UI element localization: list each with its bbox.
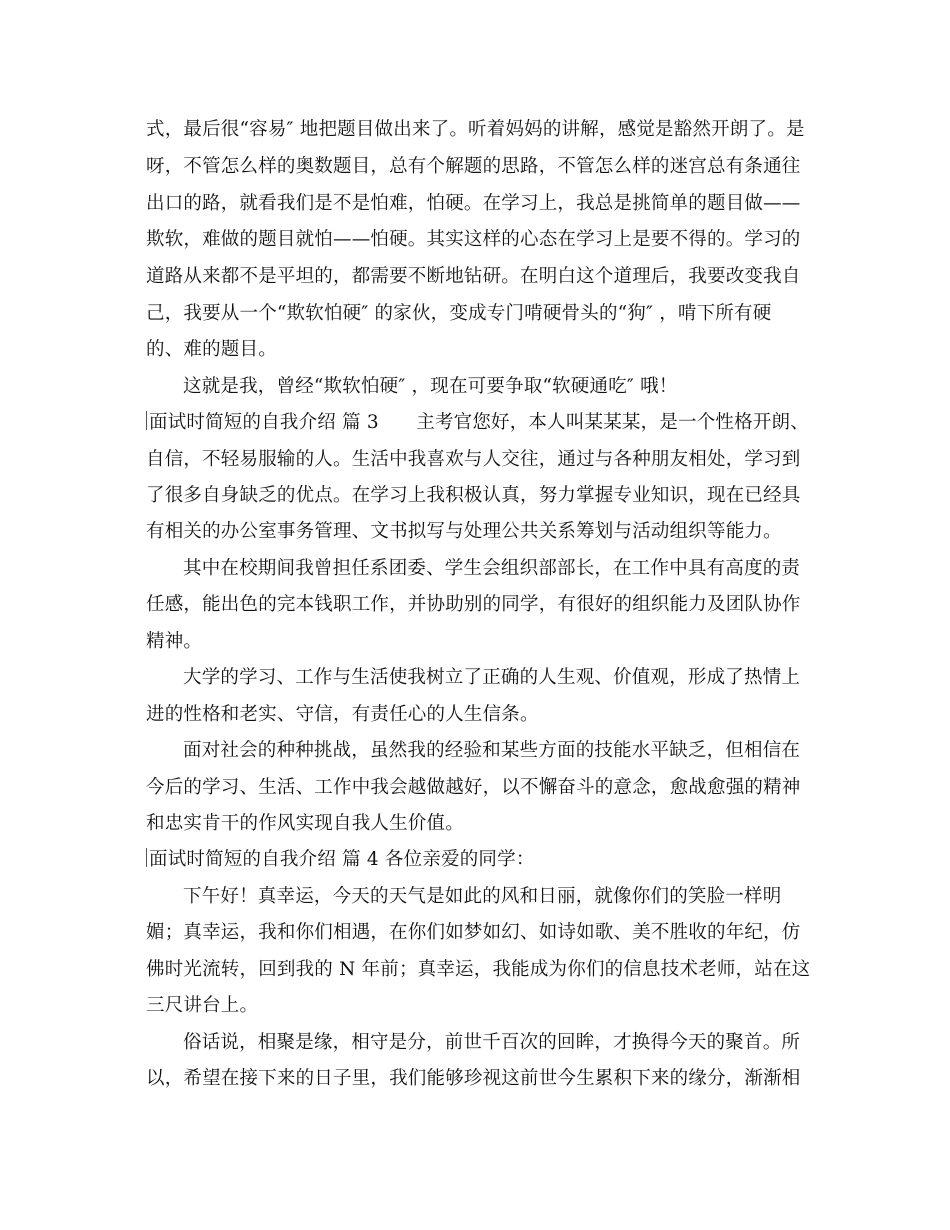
text-line: 这就是我，曾经“欺软怕硬″ ，现在可要争取“软硬通吃″ 哦！ [183, 376, 678, 397]
text-line: 道路从来都不是平坦的，都需要不断地钻研。在明白这个道理后，我要改变我自 [146, 266, 801, 287]
text-line: 面试时简短的自我介绍 篇 3 主考官您好，本人叫某某某，是一个性格开朗、 [149, 412, 809, 433]
text-line: 式，最后很“容易″ 地把题目做出来了。听着妈妈的讲解，感觉是豁然开朗了。是 [146, 119, 805, 140]
text-line: 大学的学习、工作与生活使我树立了正确的人生观、价值观，形成了热情上 [183, 667, 801, 688]
text-line: 了很多自身缺乏的优点。在学习上我积极认真，努力掌握专业知识，现在已经具 [146, 485, 801, 506]
text-line: 三尺讲台上。 [146, 995, 259, 1016]
text-line: 任感，能出色的完本钱职工作，并协助别的同学，有很好的组织能力及团队协作 [146, 594, 801, 615]
text-line: 自信，不轻易服输的人。生活中我喜欢与人交往，通过与各种朋友相处，学习到 [146, 449, 801, 470]
text-line: 有相关的办公室事务管理、文书拟写与处理公共关系筹划与活动组织等能力。 [146, 521, 782, 542]
text-line: 精神。 [146, 631, 203, 652]
text-line: 呀，不管怎么样的奥数题目，总有个解题的思路，不管怎么样的迷宫总有条通往 [146, 156, 801, 177]
text-line: 今后的学习、生活、工作中我会越做越好，以不懈奋斗的意念，愈战愈强的精神 [146, 777, 801, 798]
text-line: 下午好！真幸运，今天的天气是如此的风和日丽，就像你们的笑脸一样明 [183, 886, 782, 907]
text-line: 的、难的题目。 [146, 339, 277, 360]
text-line: 面对社会的种种挑战，虽然我的经验和某些方面的技能水平缺乏，但相信在 [183, 740, 801, 761]
text-line: 以，希望在接下来的日子里，我们能够珍视这前世今生累积下来的缘分，渐渐相 [146, 1068, 801, 1089]
text-line: 佛时光流转，回到我的 N 年前；真幸运，我能成为你们的信息技术老师，站在这 [146, 959, 811, 980]
text-line: 欺软，难做的题目就怕——怕硬。其实这样的心态在学习上是要不得的。学习的 [146, 229, 801, 250]
text-line: 俗话说，相聚是缘，相守是分，前世千百次的回眸，才换得今天的聚首。所 [183, 1032, 801, 1053]
section-heading-line [146, 411, 809, 435]
text-line: 进的性格和老实、守信，有责任心的人生信条。 [146, 704, 539, 725]
marker-bar [146, 411, 147, 430]
text-line: 和忠实肯干的作风实现自我人生价值。 [146, 813, 464, 834]
text-line: 其中在校期间我曾担任系团委、学生会组织部部长，在工作中具有高度的责 [183, 558, 801, 579]
text-line: 面试时简短的自我介绍 篇 4 各位亲爱的同学： [149, 849, 535, 870]
text-line: 出口的路，就看我们是不是怕难，怕硬。在学习上，我总是挑简单的题目做—— [146, 193, 801, 214]
text-line: 媚；真幸运，我和你们相遇，在你们如梦如幻、如诗如歌、美不胜收的年纪，仿 [146, 922, 801, 943]
text-line: 己，我要从一个“欺软怕硬″ 的家伙，变成专门啃硬骨头的“狗″ ，啃下所有硬 [146, 303, 772, 324]
marker-bar [146, 848, 147, 867]
section-heading-line [146, 848, 535, 872]
